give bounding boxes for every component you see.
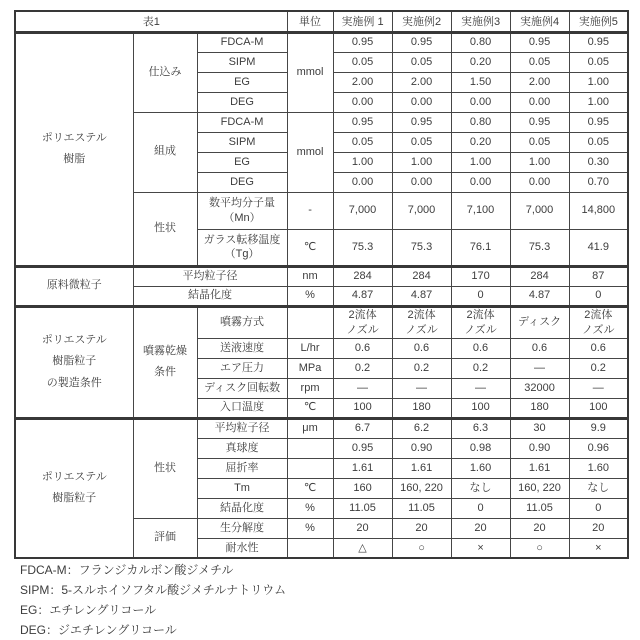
value-cell: 2.00 [333, 72, 392, 92]
value-cell: 11.05 [392, 498, 451, 518]
value-cell: 0.95 [333, 438, 392, 458]
value-cell: — [392, 378, 451, 398]
value-cell: 0.95 [569, 32, 628, 52]
value-cell: 0.95 [392, 112, 451, 132]
value-cell: 0.30 [569, 152, 628, 172]
value-cell: 0.80 [451, 112, 510, 132]
unit-cell: - [287, 192, 333, 229]
value-cell: 0 [569, 286, 628, 306]
row-item-label: 生分解度 [197, 518, 287, 538]
row-item-label: 数平均分子量 （Mn） [197, 192, 287, 229]
unit-cell [287, 438, 333, 458]
value-cell: 6.3 [451, 418, 510, 438]
unit-cell: rpm [287, 378, 333, 398]
value-cell: 0.95 [569, 112, 628, 132]
row-item-label: DEG [197, 92, 287, 112]
value-cell: 1.61 [333, 458, 392, 478]
row-item-label: SIPM [197, 52, 287, 72]
row-item-label: FDCA-M [197, 112, 287, 132]
value-cell: 100 [451, 398, 510, 418]
value-cell: 75.3 [392, 229, 451, 266]
footnote: DEG：ジエチレングリコール [20, 623, 177, 637]
value-cell: 160, 220 [392, 478, 451, 498]
value-cell: 0.96 [569, 438, 628, 458]
row-item-label: FDCA-M [197, 32, 287, 52]
value-cell: 1.00 [569, 72, 628, 92]
footnote: EG：エチレングリコール [20, 603, 157, 617]
unit-cell: mmol [287, 112, 333, 192]
row-subgroup-label: 噴霧乾燥 条件 [133, 306, 197, 418]
value-cell: 0 [451, 498, 510, 518]
value-cell: 284 [333, 266, 392, 286]
value-cell: — [569, 378, 628, 398]
row-item-label: ディスク回転数 [197, 378, 287, 398]
unit-cell [287, 538, 333, 558]
value-cell: 4.87 [333, 286, 392, 306]
value-cell: 4.87 [510, 286, 569, 306]
row-item-label: 入口温度 [197, 398, 287, 418]
row-item-label: Tm [197, 478, 287, 498]
value-cell: 0.00 [333, 92, 392, 112]
row-group-label: 原料微粒子 [15, 266, 133, 306]
unit-cell: μm [287, 418, 333, 438]
value-cell: 0.6 [333, 338, 392, 358]
value-cell: 0.95 [333, 32, 392, 52]
row-group-label: ポリエステル 樹脂 [15, 32, 133, 266]
value-cell: 100 [569, 398, 628, 418]
row-item-label: DEG [197, 172, 287, 192]
value-cell: 0.00 [510, 172, 569, 192]
value-cell: 170 [451, 266, 510, 286]
row-subgroup-label: 性状 [133, 192, 197, 266]
value-cell: — [451, 378, 510, 398]
value-cell: 0.6 [451, 338, 510, 358]
value-cell: 11.05 [333, 498, 392, 518]
unit-cell: % [287, 286, 333, 306]
footnotes [20, 560, 286, 640]
unit-cell [287, 306, 333, 338]
value-cell: ○ [510, 538, 569, 558]
value-cell: 7,000 [392, 192, 451, 229]
value-cell: △ [333, 538, 392, 558]
value-cell: 0.20 [451, 132, 510, 152]
table-title: 表1 [15, 11, 287, 32]
row-subgroup-label: 性状 [133, 418, 197, 518]
value-cell: 20 [451, 518, 510, 538]
value-cell: 0.2 [451, 358, 510, 378]
value-cell: 0.00 [333, 172, 392, 192]
row-item-label: 結晶化度 [133, 286, 287, 306]
row-subgroup-label: 組成 [133, 112, 197, 192]
value-cell: 7,000 [333, 192, 392, 229]
example-column-header: 実施例4 [510, 11, 569, 32]
row-subgroup-label: 仕込み [133, 32, 197, 112]
value-cell: 20 [333, 518, 392, 538]
unit-cell: % [287, 498, 333, 518]
value-cell: 14,800 [569, 192, 628, 229]
example-column-header: 実施例3 [451, 11, 510, 32]
table-row [15, 418, 628, 438]
value-cell: 0.6 [392, 338, 451, 358]
row-item-label: 屈折率 [197, 458, 287, 478]
value-cell: 76.1 [451, 229, 510, 266]
value-cell: 0 [451, 286, 510, 306]
row-subgroup-label: 評価 [133, 518, 197, 558]
unit-column-header: 単位 [287, 11, 333, 32]
table-row [15, 266, 628, 286]
footnote: SIPM：5-スルホイソフタル酸ジメチルナトリウム [20, 583, 287, 597]
value-cell: 100 [333, 398, 392, 418]
value-cell: 0.00 [392, 92, 451, 112]
row-item-label: SIPM [197, 132, 287, 152]
value-cell: 0.95 [510, 32, 569, 52]
example-column-header: 実施例5 [569, 11, 628, 32]
value-cell: 6.7 [333, 418, 392, 438]
unit-cell [287, 458, 333, 478]
value-cell: 0.00 [451, 92, 510, 112]
value-cell: 160 [333, 478, 392, 498]
row-item-label: EG [197, 152, 287, 172]
value-cell: 9.9 [569, 418, 628, 438]
value-cell: 180 [392, 398, 451, 418]
value-cell: 180 [510, 398, 569, 418]
value-cell: 0.00 [510, 92, 569, 112]
row-group-label: ポリエステル 樹脂粒子 の製造条件 [15, 306, 133, 418]
value-cell: 7,000 [510, 192, 569, 229]
value-cell: 11.05 [510, 498, 569, 518]
value-cell: 41.9 [569, 229, 628, 266]
value-cell: 0.00 [392, 172, 451, 192]
value-cell: 0.98 [451, 438, 510, 458]
value-cell: 160, 220 [510, 478, 569, 498]
value-cell: 0.20 [451, 52, 510, 72]
example-column-header: 実施例2 [392, 11, 451, 32]
row-item-label: 噴霧方式 [197, 306, 287, 338]
unit-cell: ℃ [287, 229, 333, 266]
value-cell: 1.00 [510, 152, 569, 172]
value-cell: 2流体 ノズル [333, 306, 392, 338]
value-cell: 0.70 [569, 172, 628, 192]
value-cell: × [451, 538, 510, 558]
row-item-label: 耐水性 [197, 538, 287, 558]
value-cell: × [569, 538, 628, 558]
value-cell: 0.05 [510, 52, 569, 72]
value-cell: 1.50 [451, 72, 510, 92]
value-cell: 1.00 [333, 152, 392, 172]
header-row [15, 11, 628, 32]
unit-cell: ℃ [287, 478, 333, 498]
unit-cell: nm [287, 266, 333, 286]
value-cell: 0.05 [333, 132, 392, 152]
unit-cell: % [287, 518, 333, 538]
value-cell: 2.00 [510, 72, 569, 92]
value-cell: 4.87 [392, 286, 451, 306]
value-cell: 0.05 [392, 132, 451, 152]
value-cell: 0.2 [333, 358, 392, 378]
value-cell: 6.2 [392, 418, 451, 438]
value-cell: 1.00 [569, 92, 628, 112]
unit-cell: MPa [287, 358, 333, 378]
unit-cell: ℃ [287, 398, 333, 418]
value-cell: 0.05 [510, 132, 569, 152]
value-cell: 1.60 [451, 458, 510, 478]
value-cell: 20 [569, 518, 628, 538]
value-cell: 0.00 [451, 172, 510, 192]
value-cell: — [333, 378, 392, 398]
value-cell: 30 [510, 418, 569, 438]
example-column-header: 実施例 1 [333, 11, 392, 32]
row-group-label: ポリエステル 樹脂粒子 [15, 418, 133, 558]
row-item-label: 真球度 [197, 438, 287, 458]
value-cell: 20 [510, 518, 569, 538]
value-cell: 0.90 [392, 438, 451, 458]
value-cell: 0.95 [510, 112, 569, 132]
value-cell: なし [569, 478, 628, 498]
value-cell: 2流体 ノズル [451, 306, 510, 338]
value-cell: 0.90 [510, 438, 569, 458]
row-item-label: 結晶化度 [197, 498, 287, 518]
value-cell: 0.95 [392, 32, 451, 52]
row-item-label: EG [197, 72, 287, 92]
value-cell: — [510, 358, 569, 378]
value-cell: 0.2 [392, 358, 451, 378]
value-cell: 1.60 [569, 458, 628, 478]
value-cell: ディスク [510, 306, 569, 338]
value-cell: 284 [510, 266, 569, 286]
row-item-label: 送液速度 [197, 338, 287, 358]
value-cell: 2流体 ノズル [392, 306, 451, 338]
value-cell: 284 [392, 266, 451, 286]
value-cell: 1.00 [392, 152, 451, 172]
table-row [15, 32, 628, 52]
row-item-label: エア圧力 [197, 358, 287, 378]
value-cell: なし [451, 478, 510, 498]
value-cell: 1.61 [392, 458, 451, 478]
value-cell: 1.61 [510, 458, 569, 478]
unit-cell: mmol [287, 32, 333, 112]
value-cell: 2.00 [392, 72, 451, 92]
value-cell: 0.05 [333, 52, 392, 72]
value-cell: 75.3 [510, 229, 569, 266]
value-cell: 0.6 [510, 338, 569, 358]
value-cell: 20 [392, 518, 451, 538]
value-cell: 2流体 ノズル [569, 306, 628, 338]
value-cell: 0.80 [451, 32, 510, 52]
value-cell: 7,100 [451, 192, 510, 229]
value-cell: 1.00 [451, 152, 510, 172]
value-cell: 87 [569, 266, 628, 286]
footnote: FDCA-M：フランジカルボン酸ジメチル [20, 563, 234, 577]
value-cell: 0 [569, 498, 628, 518]
value-cell: 0.6 [569, 338, 628, 358]
unit-cell: L/hr [287, 338, 333, 358]
row-item-label: 平均粒子径 [133, 266, 287, 286]
value-cell: 0.95 [333, 112, 392, 132]
patent-table [14, 10, 629, 559]
value-cell: 0.05 [392, 52, 451, 72]
table-row [15, 306, 628, 338]
value-cell: 32000 [510, 378, 569, 398]
row-item-label: 平均粒子径 [197, 418, 287, 438]
value-cell: 75.3 [333, 229, 392, 266]
value-cell: 0.05 [569, 132, 628, 152]
value-cell: 0.05 [569, 52, 628, 72]
row-item-label: ガラス転移温度 （Tg） [197, 229, 287, 266]
value-cell: 0.2 [569, 358, 628, 378]
value-cell: ○ [392, 538, 451, 558]
